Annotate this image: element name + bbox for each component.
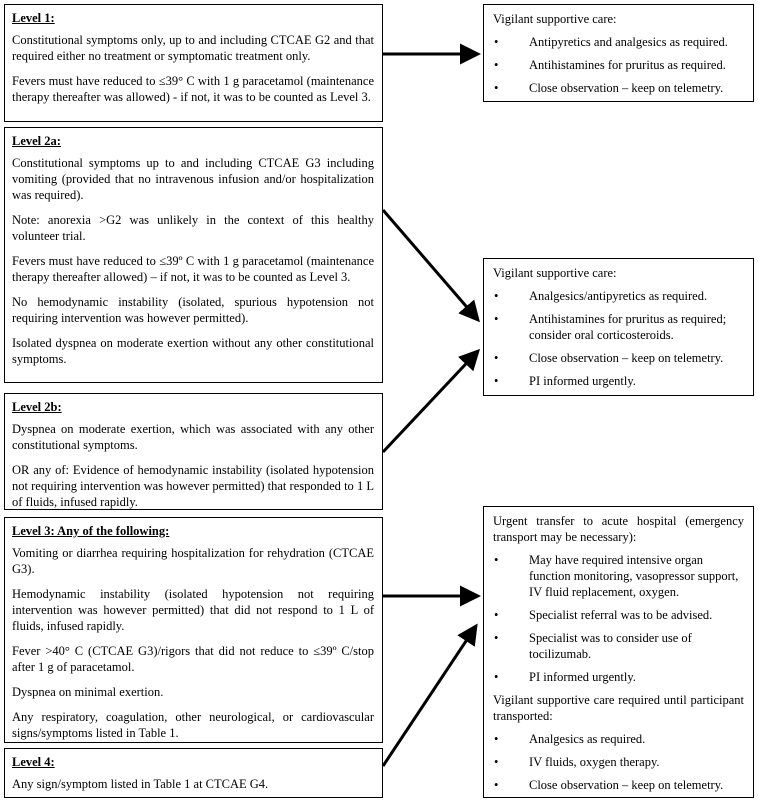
care-list-item: • Specialist referral was to be advised. — [493, 607, 744, 623]
level-3-title: Level 3: Any of the following: — [12, 524, 170, 538]
arrow-level-4 — [383, 626, 476, 766]
care-list-item: • Antihistamines for pruritus as required. — [493, 57, 744, 73]
care-list-item: • PI informed urgently. — [493, 669, 744, 685]
level-2a-paragraph: Constitutional symptoms up to and including CTCAE G3 including vomiting (provided that no intravenous infusion and/or hospitalization was required). — [12, 156, 374, 202]
level-4-paragraph: Any sign/symptom listed in Table 1 at CTCAE G4. — [12, 777, 269, 791]
level-1-title: Level 1: — [12, 11, 55, 25]
care-list-item: • Close observation – keep on telemetry. — [493, 80, 744, 96]
care-subheading: Vigilant supportive care required until participant transported: — [493, 693, 744, 723]
level-2a-paragraph: No hemodynamic instability (isolated, spurious hypotension not requiring intervention was however permitted). — [12, 295, 374, 325]
level-3-paragraph: Dyspnea on minimal exertion. — [12, 685, 164, 699]
level-2b-paragraph: OR any of: Evidence of hemodynamic instability (isolated hypotension not requiring intervention was however permitted) that responded to 1 L of fluids, infused rapidly. — [12, 463, 374, 509]
care-list-item: • Antihistamines for pruritus as required; consider oral corticosteroids. — [493, 311, 744, 343]
care-list-item: • Analgesics as required. — [493, 731, 744, 747]
level-4-title: Level 4: — [12, 755, 55, 769]
care-heading: Urgent transfer to acute hospital (emergency transport may be necessary): — [493, 514, 744, 544]
level-3-paragraph: Any respiratory, coagulation, other neurological, or cardiovascular signs/symptoms listed in Table 1. — [12, 710, 374, 740]
arrow-level-2b — [383, 351, 478, 452]
care-list-item: • Specialist was to consider use of tocilizumab. — [493, 630, 744, 662]
level-1-paragraph: Constitutional symptoms only, up to and including CTCAE G2 and that required either no treatment or symptomatic treatment only. — [12, 33, 374, 63]
level-2b-paragraph: Dyspnea on moderate exertion, which was associated with any other constitutional symptoms. — [12, 422, 374, 452]
level-3-paragraph: Vomiting or diarrhea requiring hospitalization for rehydration (CTCAE G3). — [12, 546, 374, 576]
level-2a-paragraph: Note: anorexia >G2 was unlikely in the context of this healthy volunteer trial. — [12, 213, 374, 243]
level-2a-paragraph: Fevers must have reduced to ≤39º C with 1 g paracetamol (maintenance therapy thereafter allowed) – if not, it was to be counted as Level 3. — [12, 254, 374, 284]
care-heading: Vigilant supportive care: — [493, 12, 617, 26]
arrow-level-2a — [383, 210, 478, 320]
care-list-item: • IV fluids, oxygen therapy. — [493, 754, 744, 770]
care-list-item: • PI informed urgently. — [493, 373, 744, 389]
care-list-item: • Close observation – keep on telemetry. — [493, 777, 744, 793]
level-2a-title: Level 2a: — [12, 134, 61, 148]
care-list-item: • Antipyretics and analgesics as required. — [493, 34, 744, 50]
level-3-paragraph: Hemodynamic instability (isolated hypotension not requiring intervention was however permitted) that did not respond to 1 L of fluids, infused rapidly. — [12, 587, 374, 633]
care-list-item: • May have required intensive organ function monitoring, vasopressor support, IV fluid replacement, oxygen. — [493, 552, 744, 600]
level-2a-paragraph: Isolated dyspnea on moderate exertion without any other constitutional symptoms. — [12, 336, 374, 366]
level-1-paragraph: Fevers must have reduced to ≤39° C with 1 g paracetamol (maintenance therapy thereafter was allowed) - if not, it was to be counted as Level 3. — [12, 74, 374, 104]
care-list-item: • Analgesics/antipyretics as required. — [493, 288, 744, 304]
level-3-paragraph: Fever >40° C (CTCAE G3)/rigors that did not reduce to ≤39º C/stop after 1 g of paracetamol. — [12, 644, 374, 674]
care-list-item: • Close observation – keep on telemetry. — [493, 350, 744, 366]
level-2b-title: Level 2b: — [12, 400, 62, 414]
care-heading: Vigilant supportive care: — [493, 266, 617, 280]
